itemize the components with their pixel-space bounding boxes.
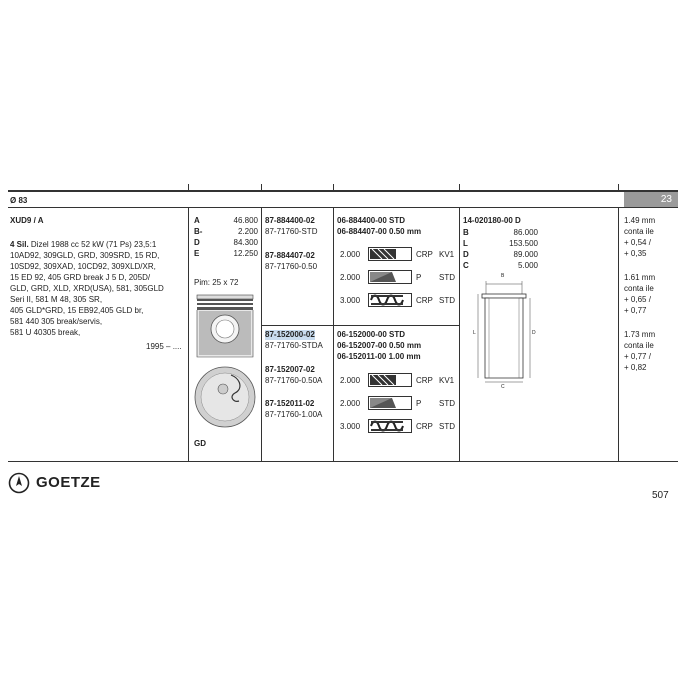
engine-desc-line: 10SD92, 309XAD, 10CD92, 309XLD/XR, — [10, 262, 156, 271]
gasket-thickness: 1.49 mm — [624, 216, 656, 225]
engine-desc-line: 581 440 305 break/servis, — [10, 317, 103, 326]
piston-ref: 87-71760-0.50 — [265, 262, 318, 271]
piston-dim-label: D — [194, 238, 200, 247]
piston-dim-label: B- — [194, 227, 203, 236]
liner-dim-label: D — [463, 250, 469, 259]
piston-code: 87-884407-02 — [265, 251, 315, 260]
engine-desc-line: 15 ED 92, 405 GRD break J 5 D, 205D/ — [10, 273, 151, 282]
liner-drawing-label-right: D — [532, 330, 536, 336]
mid-rule-pistons — [262, 325, 333, 326]
ring-type: STD — [439, 273, 455, 282]
page-number: 507 — [652, 490, 669, 501]
gasket-range-a: + 0,54 / — [624, 238, 651, 247]
brand-name: GOETZE — [36, 474, 101, 491]
liner-drawing-label-left: L — [473, 330, 476, 336]
ring-size: 2.000 — [340, 376, 361, 385]
ring-size: 2.000 — [340, 250, 361, 259]
engine-desc-line: 10AD92, 309GLD, GRD, 309SRD, 15 RD, — [10, 251, 160, 260]
liner-dim-value: 89.000 — [513, 250, 538, 259]
piston-code: 87-884400-02 — [265, 216, 315, 225]
liner-dim-label: C — [463, 261, 469, 270]
piston-dim-value: 84.300 — [233, 238, 258, 247]
gasket-thickness: 1.73 mm — [624, 330, 656, 339]
liner-dim-value: 86.000 — [513, 228, 538, 237]
ring-material: P — [416, 273, 422, 282]
piston-dim-value: 46.800 — [233, 216, 258, 225]
ring-size: 3.000 — [340, 422, 361, 431]
ring-size: 2.000 — [340, 273, 361, 282]
header-tick-5 — [618, 184, 619, 190]
col-divider-5 — [618, 208, 619, 462]
ring-set-code: 06-152007-00 0.50 mm — [337, 341, 422, 350]
piston-ref: 87-71760-0.50A — [265, 376, 323, 385]
piston-ref: 87-71760-STDA — [265, 341, 323, 350]
engine-desc-line1 — [10, 240, 156, 250]
ring-size: 2.000 — [340, 399, 361, 408]
engine-desc-line: Seri II, 581 M 48, 305 SR, — [10, 295, 103, 304]
gasket-range-b: + 0,82 — [624, 363, 647, 372]
header-tick-2 — [261, 184, 262, 190]
table-bottom-rule — [8, 461, 678, 462]
piston-type: GD — [194, 439, 206, 448]
engine-years: 1995 – .... — [146, 342, 182, 351]
piston-code: 87-152007-02 — [265, 365, 315, 374]
header-bottom-rule — [8, 207, 678, 208]
col-divider-2 — [261, 208, 262, 462]
ring-set-code: 06-152000-00 STD — [337, 330, 406, 339]
ring-type: KV1 — [439, 376, 455, 385]
engine-code: XUD9 / A — [10, 216, 44, 225]
piston-dim-value: 12.250 — [233, 249, 258, 258]
diameter-label: Ø 83 — [10, 196, 28, 205]
piston-drawing — [193, 293, 257, 433]
gasket-range-a: + 0,65 / — [624, 295, 651, 304]
ring-material: CRP — [416, 296, 433, 305]
page-tab-number: 23 — [660, 194, 672, 205]
gasket-label: conta ile — [624, 341, 654, 350]
ring-material: P — [416, 399, 422, 408]
ring-set-code: 06-884400-00 STD — [337, 216, 406, 225]
mid-rule-rings — [334, 325, 459, 326]
compression-ring-icon — [368, 247, 412, 261]
liner-dim-label: B — [463, 228, 469, 237]
compression-ring-icon — [368, 373, 412, 387]
header-tick-4 — [459, 184, 460, 190]
oil-ring-icon — [368, 293, 412, 307]
scraper-ring-icon — [368, 396, 412, 410]
liner-code: 14-020180-00 D — [463, 216, 521, 225]
ring-type: KV1 — [439, 250, 455, 259]
col-divider-4 — [459, 208, 460, 462]
gasket-range-b: + 0,35 — [624, 249, 647, 258]
col-divider-1 — [188, 208, 189, 462]
gasket-label: conta ile — [624, 284, 654, 293]
header-top-rule — [8, 190, 678, 192]
engine-spec: Dizel 1988 cc 52 kW (71 Ps) 23,5:1 — [28, 240, 157, 249]
piston-dim-value: 2.200 — [237, 227, 258, 236]
gasket-range-b: + 0,77 — [624, 306, 647, 315]
liner-drawing — [472, 278, 536, 388]
page-tab — [624, 192, 678, 207]
piston-ref: 87-71760-1.00A — [265, 410, 323, 419]
liner-drawing-label-top: B — [501, 273, 505, 279]
piston-code-highlighted: 87-152000-02 — [265, 330, 315, 339]
engine-desc-line: 405 GLD*GRD, 15 EB92,405 GLD br, — [10, 306, 144, 315]
ring-material: CRP — [416, 422, 433, 431]
gasket-thickness: 1.61 mm — [624, 273, 656, 282]
liner-dim-label: L — [463, 239, 468, 248]
oil-ring-icon — [368, 419, 412, 433]
liner-dim-value: 153.500 — [509, 239, 538, 248]
ring-size: 3.000 — [340, 296, 361, 305]
scraper-ring-icon — [368, 270, 412, 284]
ring-set-code: 06-152011-00 1.00 mm — [337, 352, 421, 361]
liner-drawing-label-bottom: C — [501, 384, 505, 390]
gasket-range-a: + 0,77 / — [624, 352, 651, 361]
pin-size: Pim: 25 x 72 — [194, 278, 239, 287]
ring-material: CRP — [416, 376, 433, 385]
engine-cylinders: 4 Sil. — [10, 240, 29, 249]
piston-dim-label: A — [194, 216, 200, 225]
engine-desc-line: GLD, GRD, XLD, XRD(USA), 581, 305GLD — [10, 284, 164, 293]
ring-type: STD — [439, 296, 455, 305]
ring-set-code: 06-884407-00 0.50 mm — [337, 227, 422, 236]
piston-dim-label: E — [194, 249, 200, 258]
piston-ref: 87-71760-STD — [265, 227, 318, 236]
ring-type: STD — [439, 422, 455, 431]
liner-dim-value: 5.000 — [517, 261, 538, 270]
engine-desc-line: 581 U 40305 break, — [10, 328, 81, 337]
header-tick-1 — [188, 184, 189, 190]
gasket-label: conta ile — [624, 227, 654, 236]
col-divider-3 — [333, 208, 334, 462]
ring-type: STD — [439, 399, 455, 408]
header-tick-3 — [333, 184, 334, 190]
piston-code: 87-152011-02 — [265, 399, 315, 408]
goetze-logo-icon — [8, 472, 30, 494]
ring-material: CRP — [416, 250, 433, 259]
